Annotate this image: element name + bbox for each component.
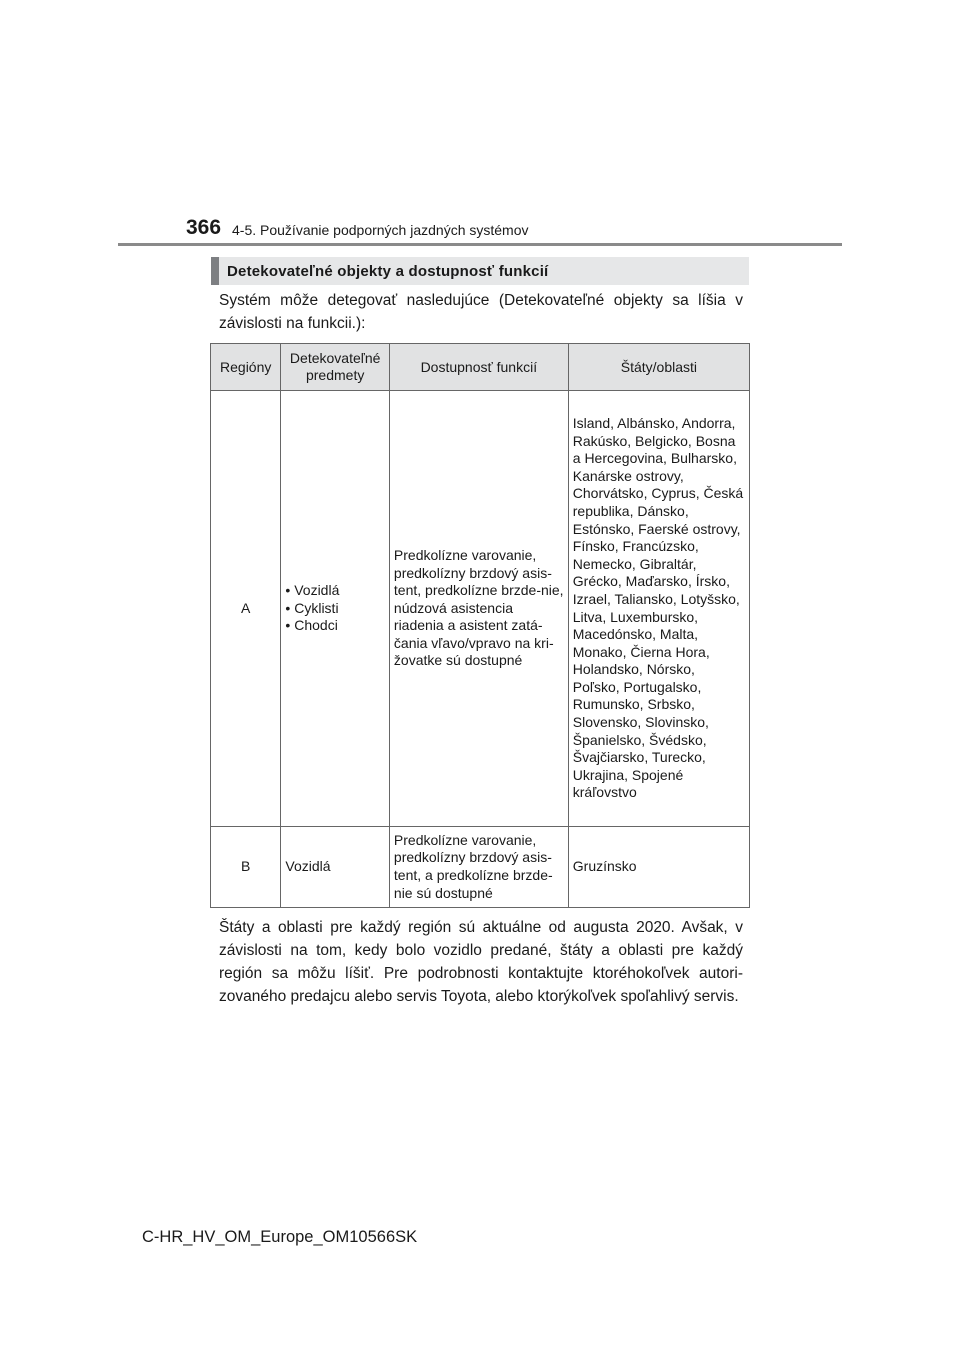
objects-cell: Vozidlá [281, 827, 389, 908]
countries-cell: Gruzínsko [568, 827, 749, 908]
function-table [210, 343, 750, 908]
section-heading-text: Detekovateľné objekty a dostupnosť funkcií [227, 262, 549, 280]
footer-code: C-HR_HV_OM_Europe_OM10566SK [142, 1228, 418, 1246]
region-cell: A [211, 391, 281, 827]
header-availability: Dostupnosť funkcií [389, 344, 568, 391]
table-row [211, 391, 750, 827]
header-rule [118, 243, 842, 246]
table-header-row [211, 344, 750, 391]
section-heading [211, 257, 749, 285]
objects-cell [281, 391, 389, 827]
objects-list [285, 582, 384, 635]
availability-cell: Predkolízne varovanie, predkolízny brzdový asis-tent, a predkolízne brzde-nie sú dostupné [389, 827, 568, 908]
list-item: • Chodci [285, 617, 384, 635]
section-heading-bar [211, 257, 219, 285]
page-number: 366 [186, 216, 222, 239]
list-item: • Vozidlá [285, 582, 384, 600]
chapter-title: 4-5. Používanie podporných jazdných systémov [232, 222, 529, 238]
list-item: • Cyklisti [285, 600, 384, 618]
note-text: Štáty a oblasti pre každý región sú aktuálne od augusta 2020. Avšak, v závislosti na tom, kedy bolo vozidlo predané, štáty a oblasti pre každý región sa môžu líšiť. Pre podrobnosti kontaktujte ktoréhokoľvek autori-zovaného predajcu alebo servis Toyota, alebo ktorýkoľvek spoľahlivý servis. [219, 919, 743, 1005]
availability-cell: Predkolízne varovanie, predkolízny brzdový asis-tent, predkolízne brzde-nie, núdzová asistencia riadenia a asistent zatá-čania vľavo/vpravo na kri-žovatke sú dostupné [389, 391, 568, 827]
region-cell: B [211, 827, 281, 908]
countries-cell: Island, Albánsko, Andorra, Rakúsko, Belgicko, Bosna a Hercegovina, Bulharsko, Kanárske ostrovy, Chorvátsko, Cyprus, Česká republika, Dánsko, Estónsko, Faerské ostrovy, Fínsko, Francúzsko, Nemecko, Gibraltár, Grécko, Maďarsko, Írsko, Izrael, Taliansko, Lotyšsko, Litva, Luxembursko, Macedónsko, Malta, Monako, Čierna Hora, Holandsko, Nórsko, Poľsko, Portugalsko, Rumunsko, Srbsko, Slovensko, Slovinsko, Španielsko, Švédsko, Švajčiarsko, Turecko, Ukrajina, Spojené kráľovstvo [568, 391, 749, 827]
header-countries: Štáty/oblasti [568, 344, 749, 391]
intro-text: Systém môže detegovať nasledujúce (Detekovateľné objekty sa líšia v závislosti na funkcii.): [219, 292, 743, 332]
header-regions: Regióny [211, 344, 281, 391]
header-objects: Detekovateľné predmety [281, 344, 389, 391]
table-row [211, 827, 750, 908]
